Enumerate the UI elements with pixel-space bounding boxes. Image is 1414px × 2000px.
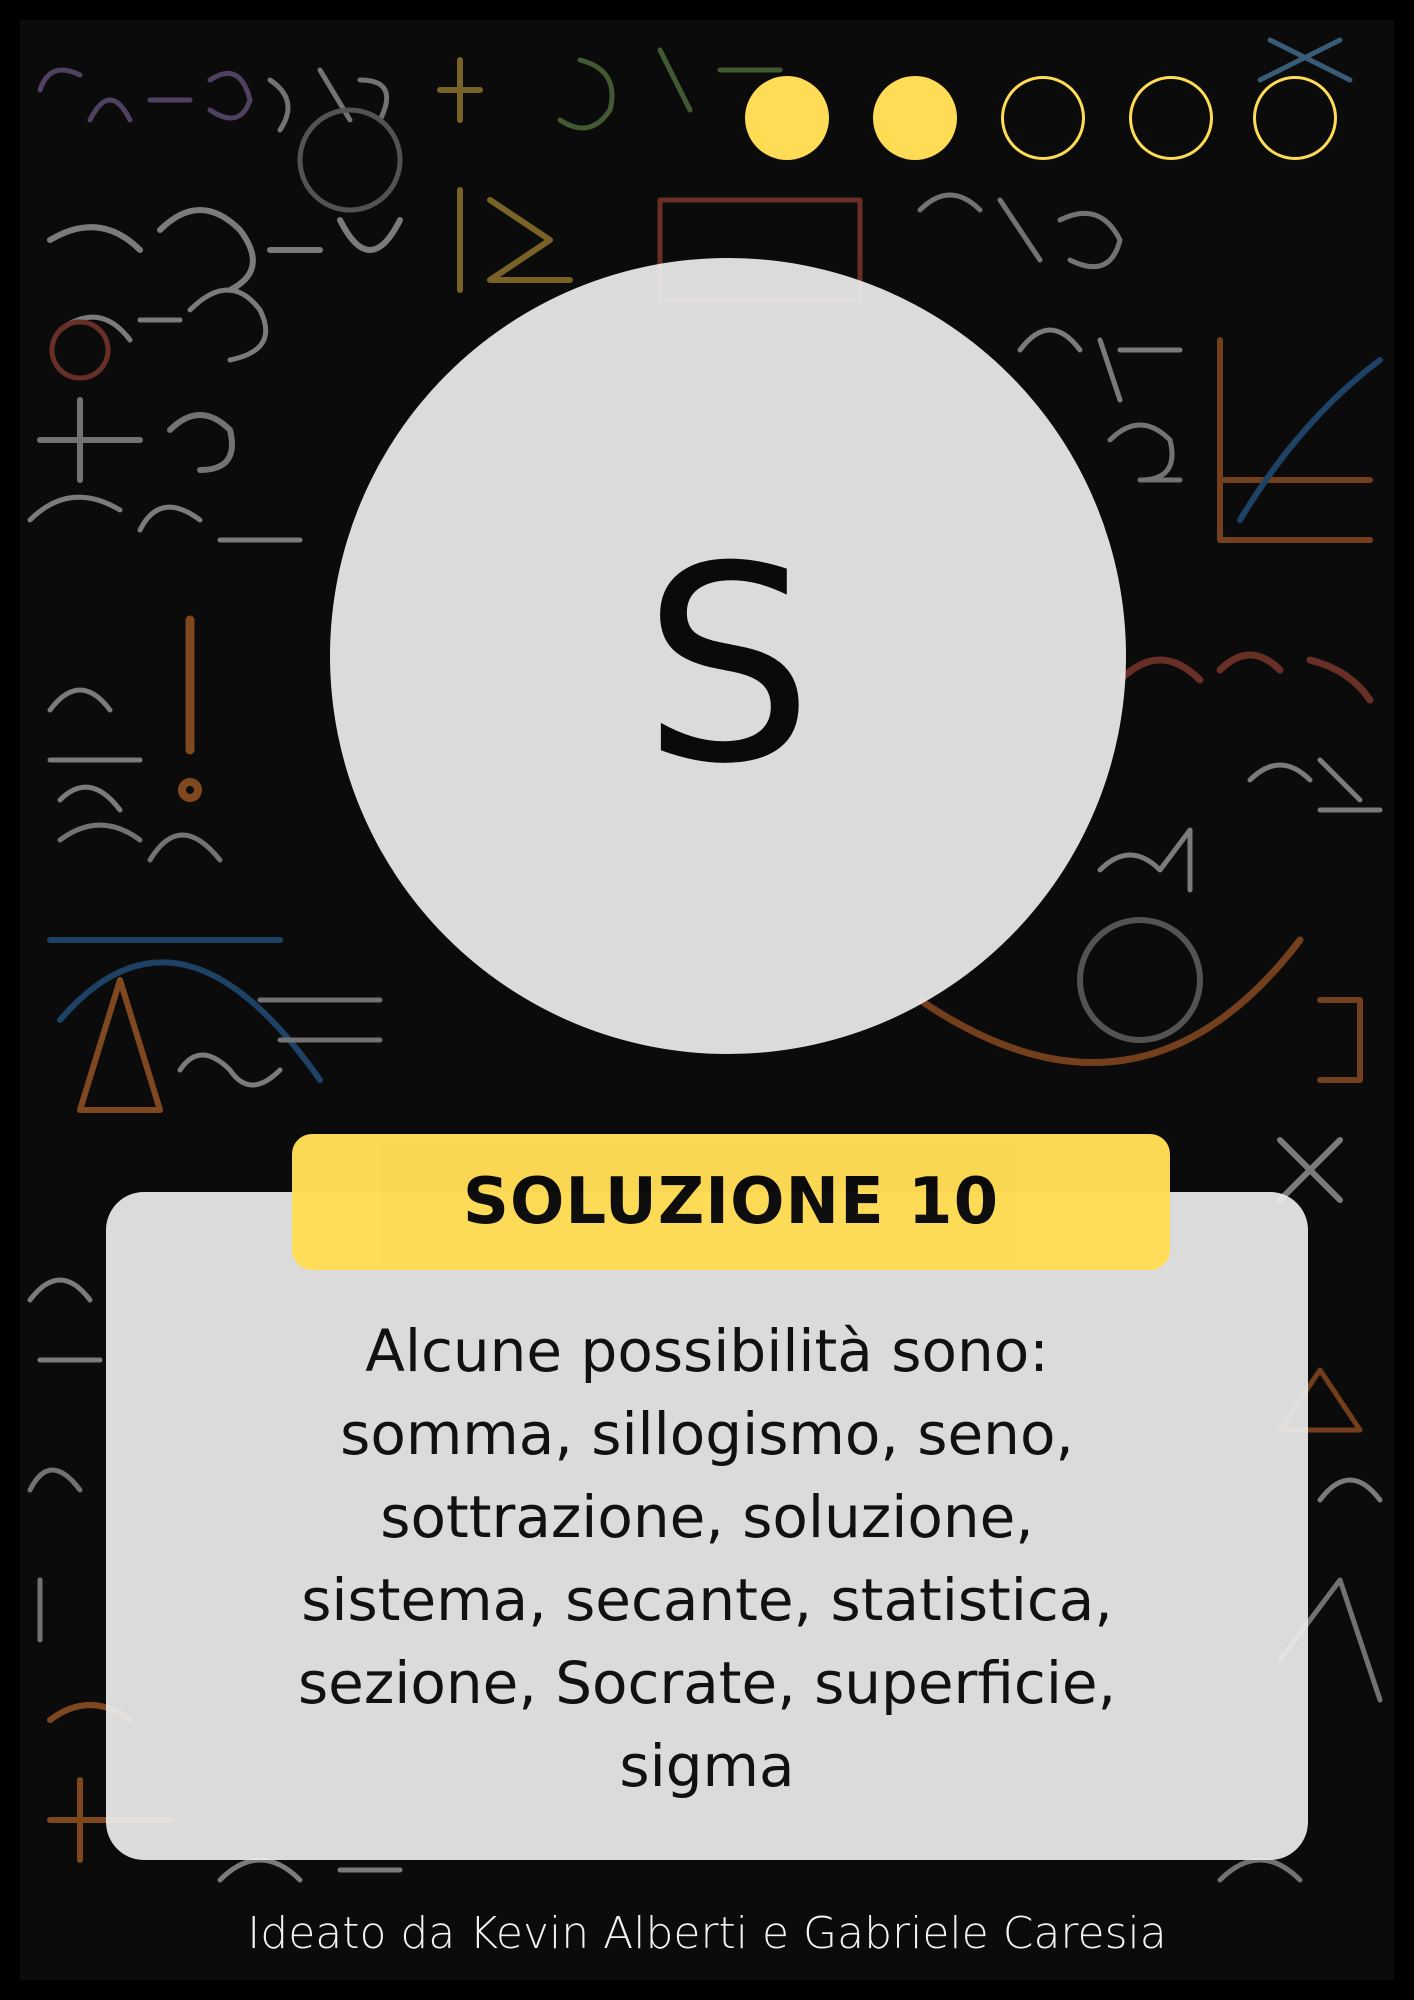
title-bar: [292, 1134, 1170, 1270]
solution-card: [20, 20, 1394, 1980]
answer-line: Alcune possibilità sono:: [365, 1317, 1049, 1385]
progress-dot-empty: [1001, 76, 1085, 160]
progress-dot-empty: [1253, 76, 1337, 160]
answer-line: sigma: [619, 1732, 795, 1800]
answer-text: [140, 1310, 1274, 1808]
answer-line: sottrazione, soluzione,: [380, 1483, 1034, 1551]
answer-line: somma, sillogismo, seno,: [340, 1400, 1074, 1468]
progress-indicator: [745, 76, 1365, 160]
progress-dot-empty: [1129, 76, 1213, 160]
progress-dot-filled: [873, 76, 957, 160]
letter-badge: [330, 258, 1126, 1054]
credits: Ideato da Kevin Alberti e Gabriele Caresia: [247, 1908, 1167, 1959]
letter: S: [642, 508, 814, 823]
answer-line: sezione, Socrate, superficie,: [297, 1649, 1117, 1717]
card-title: SOLUZIONE 10: [462, 1165, 1000, 1239]
progress-dot-filled: [745, 76, 829, 160]
answer-line: sistema, secante, statistica,: [301, 1566, 1113, 1634]
